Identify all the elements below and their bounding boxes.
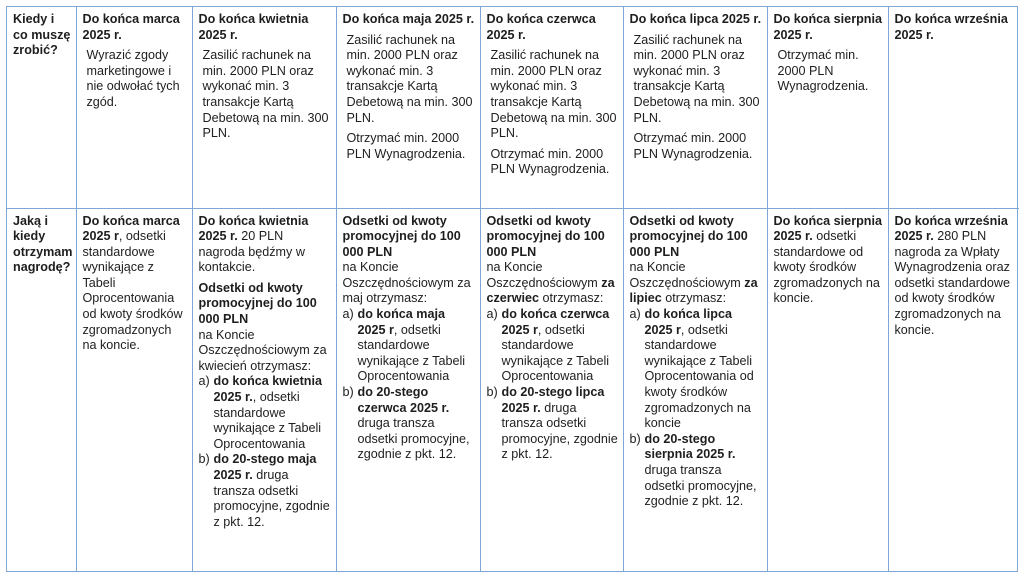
list-item-text: , odsetki standardowe wynikające z Tabeli Oprocentowania — [501, 322, 610, 384]
cell-june-reward — [480, 208, 623, 571]
reward-text: , odsetki standardowe wynikające z Tabeli Oprocentowania od kwoty środków zgromadzonych na koncie. — [82, 229, 183, 353]
promo-post: otrzymasz: — [665, 291, 727, 306]
list-item-date: do 20-stego maja 2025 r. — [213, 452, 317, 482]
column-header-july: Do końca lipca 2025 r. — [629, 12, 762, 26]
list-marker: a) — [198, 374, 210, 389]
promo-title: Odsetki od kwoty promocyjnej do 100 000 PLN — [198, 280, 317, 327]
list-item-text: druga transza odsetki promocyjne, zgodnie z pkt. 12. — [501, 400, 618, 462]
list-item-text: , odsetki standardowe wynikające z Tabeli Oprocentowania — [213, 390, 322, 451]
column-header-may: Do końca maja 2025 r. — [342, 12, 475, 26]
reward-list — [199, 374, 332, 530]
column-header-august: Do końca sierpnia 2025 r. — [773, 12, 882, 42]
list-item-date: do końca maja 2025 r — [357, 307, 445, 337]
task-text: Zasilić rachunek na min. 2000 PLN oraz wykonać min. 3 transakcje Kartą Debetową na min. 300 PLN. — [202, 48, 329, 141]
cell-march-reward — [76, 208, 192, 571]
list-item — [343, 385, 476, 463]
cell-july-reward — [623, 208, 767, 571]
promo-period: za lipiec — [629, 275, 758, 306]
task-text: Otrzymać min. 2000 PLN Wynagrodzenia. — [777, 48, 869, 94]
task-text: Otrzymać min. 2000 PLN Wynagrodzenia. — [346, 131, 466, 161]
promo-text: na Koncie Oszczędnościowym za kwiecień otrzymasz: — [198, 327, 327, 373]
list-item-text: , odsetki standardowe wynikające z Tabeli Oprocentowania — [357, 322, 466, 384]
list-marker: b) — [629, 431, 641, 446]
list-item-date: do końca czerwca 2025 r — [501, 307, 610, 337]
cell-may-tasks — [336, 7, 480, 208]
list-item-text: druga transza odsetki promocyjne, zgodnie z pkt. 12. — [357, 416, 470, 462]
reward-row — [7, 208, 1019, 571]
reward-text: 20 PLN nagroda będźmy w kontakcie. — [198, 229, 305, 275]
task-text: Zasilić rachunek na min. 2000 PLN oraz wykonać min. 3 transakcje Kartą Debetową na min. 300 PLN. — [633, 32, 760, 125]
list-item — [630, 307, 763, 432]
list-marker: b) — [486, 385, 498, 400]
cell-september-tasks — [888, 7, 1019, 208]
list-item — [199, 374, 332, 452]
list-marker: b) — [198, 452, 210, 467]
promo-period: za czerwiec — [486, 275, 615, 306]
promo-pre: na Koncie Oszczędnościowym — [486, 260, 598, 290]
cell-august-tasks — [767, 7, 888, 208]
list-item-text: druga transza odsetki promocyjne, zgodnie z pkt. 12. — [644, 463, 757, 509]
list-marker: a) — [629, 307, 641, 322]
reward-lead: Do końca marca 2025 r — [82, 213, 180, 244]
list-item — [199, 452, 332, 530]
reward-lead: Do końca kwietnia 2025 r. — [198, 213, 309, 244]
cell-march-tasks — [76, 7, 192, 208]
column-header-september: Do końca września 2025 r. — [894, 12, 1008, 42]
when-row-label: Kiedy i co muszę zrobić? — [7, 7, 76, 208]
reward-list — [487, 307, 619, 463]
list-marker: b) — [342, 385, 354, 400]
list-item — [630, 432, 763, 510]
list-item-date: do końca kwietnia 2025 r. — [213, 374, 322, 405]
column-header-march: Do końca marca 2025 r. — [82, 12, 180, 42]
list-item — [343, 307, 476, 385]
task-text: Wyrazić zgody marketingowe i nie odwołać tych zgód. — [86, 48, 180, 109]
cell-april-tasks — [192, 7, 336, 208]
list-item — [487, 307, 619, 385]
promo-text — [630, 260, 763, 307]
cell-may-reward — [336, 208, 480, 571]
promo-pre: na Koncie Oszczędnościowym — [629, 260, 741, 290]
reward-list — [630, 307, 763, 510]
promo-title: Odsetki od kwoty promocyjnej do 100 000 PLN — [629, 213, 748, 259]
list-item-text: , odsetki standardowe wynikające z Tabeli Oprocentowania od kwoty środków zgromadzonych na koncie — [644, 322, 754, 431]
list-item-date: do 20-stego sierpnia 2025 r. — [644, 431, 736, 462]
promo-text — [487, 260, 619, 307]
schedule-grid — [7, 7, 1019, 571]
cell-september-reward — [888, 208, 1019, 571]
list-item-text: druga transza odsetki promocyjne, zgodnie z pkt. 12. — [213, 468, 330, 529]
task-text: Zasilić rachunek na min. 2000 PLN oraz wykonać min. 3 transakcje Kartą Debetową na min. 300 PLN. — [490, 48, 617, 141]
task-text: Otrzymać min. 2000 PLN Wynagrodzenia. — [490, 146, 610, 177]
cell-august-reward — [767, 208, 888, 571]
reward-list — [343, 307, 476, 463]
when-row — [7, 7, 1019, 208]
task-text: Otrzymać min. 2000 PLN Wynagrodzenia. — [633, 131, 753, 161]
cell-april-reward — [192, 208, 336, 571]
promo-title: Odsetki od kwoty promocyjnej do 100 000 PLN — [486, 213, 605, 259]
list-item-date: do 20-stego czerwca 2025 r. — [357, 385, 450, 415]
list-item-date: do 20-stego lipca 2025 r. — [501, 385, 605, 415]
list-item — [487, 385, 619, 463]
promotion-schedule-table — [6, 6, 1018, 572]
column-header-april: Do końca kwietnia 2025 r. — [198, 12, 309, 42]
reward-row-label: Jaką i kiedy otrzymam nagrodę? — [7, 208, 76, 571]
cell-june-tasks — [480, 7, 623, 208]
list-item-date: do końca lipca 2025 r — [644, 307, 732, 337]
task-text: Zasilić rachunek na min. 2000 PLN oraz wykonać min. 3 transakcje Kartą Debetową na min. 300 PLN. — [346, 32, 473, 125]
reward-lead: Do końca sierpnia 2025 r. — [773, 213, 882, 244]
reward-text: odsetki standardowe od kwoty środków zgromadzonych na koncie. — [773, 229, 880, 306]
promo-post: otrzymasz: — [542, 291, 604, 306]
column-header-june: Do końca czerwca 2025 r. — [486, 12, 596, 42]
list-marker: a) — [342, 307, 354, 322]
cell-july-tasks — [623, 7, 767, 208]
reward-text: 280 PLN nagroda za Wpłaty Wynagrodzenia oraz odsetki standardowe od kwoty środków zgromadzonych na koncie. — [894, 229, 1011, 337]
list-marker: a) — [486, 307, 498, 322]
promo-text: na Koncie Oszczędnościowym za maj otrzymasz: — [342, 260, 471, 306]
reward-lead: Do końca września 2025 r. — [894, 213, 1008, 244]
promo-title: Odsetki od kwoty promocyjnej do 100 000 PLN — [342, 213, 461, 259]
